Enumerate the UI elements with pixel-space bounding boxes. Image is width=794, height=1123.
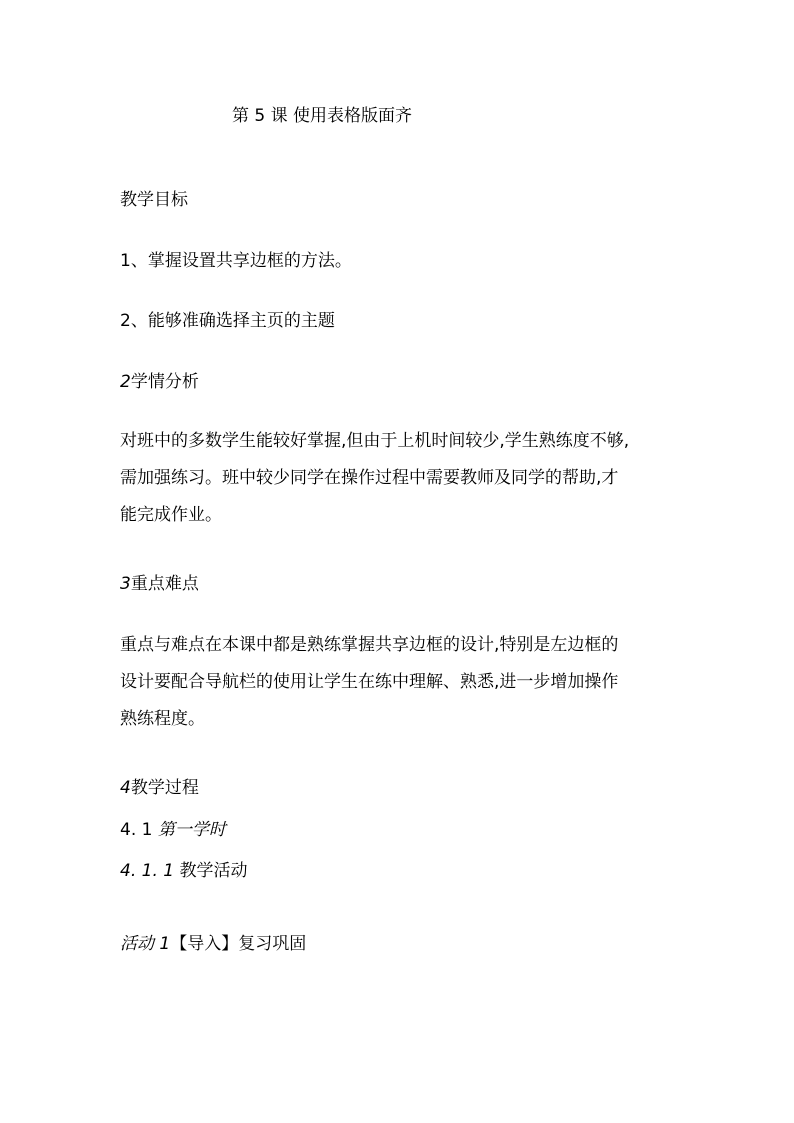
heading-teaching-process [120, 778, 199, 798]
objective-item-1: 1、掌握设置共享边框的方法。 [120, 251, 352, 271]
paragraph-line: 能完成作业。 [120, 505, 222, 525]
paragraph-line: 需加强练习。班中较少同学在操作过程中需要教师及同学的帮助,才 [120, 468, 619, 488]
heading-text: 教学过程 [130, 778, 199, 798]
page-title: 第 5 课 使用表格版面齐 [232, 106, 413, 126]
activity-title: 【导入】复习巩固 [170, 934, 307, 954]
paragraph-line: 设计要配合导航栏的使用让学生在练中理解、熟悉,进一步增加操作 [120, 672, 619, 692]
section-number: 4. 1. 1 [120, 861, 180, 881]
heading-text: 重点难点 [130, 574, 199, 594]
activity-label: 活动 1 [120, 934, 171, 954]
section-4-1 [120, 820, 226, 840]
objective-item-2: 2、能够准确选择主页的主题 [120, 311, 335, 331]
activity-heading [120, 934, 306, 954]
heading-text: 学情分析 [130, 372, 199, 392]
heading-number: 4 [120, 778, 131, 798]
key-difficulties-paragraph [120, 635, 680, 729]
heading-number: 3 [120, 574, 131, 594]
student-analysis-paragraph [120, 431, 680, 525]
heading-teaching-objectives: 教学目标 [120, 190, 188, 210]
paragraph-line: 对班中的多数学生能较好掌握,但由于上机时间较少,学生熟练度不够, [120, 431, 630, 451]
section-4-1-1 [120, 861, 247, 881]
paragraph-line: 重点与难点在本课中都是熟练掌握共享边框的设计,特别是左边框的 [120, 635, 619, 655]
heading-student-analysis [120, 372, 199, 392]
section-number: 4. 1 [120, 820, 158, 840]
section-title: 第一学时 [157, 820, 226, 840]
paragraph-line: 熟练程度。 [120, 709, 205, 729]
heading-number: 2 [120, 372, 131, 392]
heading-key-difficulties [120, 574, 199, 594]
section-title: 教学活动 [179, 861, 248, 881]
